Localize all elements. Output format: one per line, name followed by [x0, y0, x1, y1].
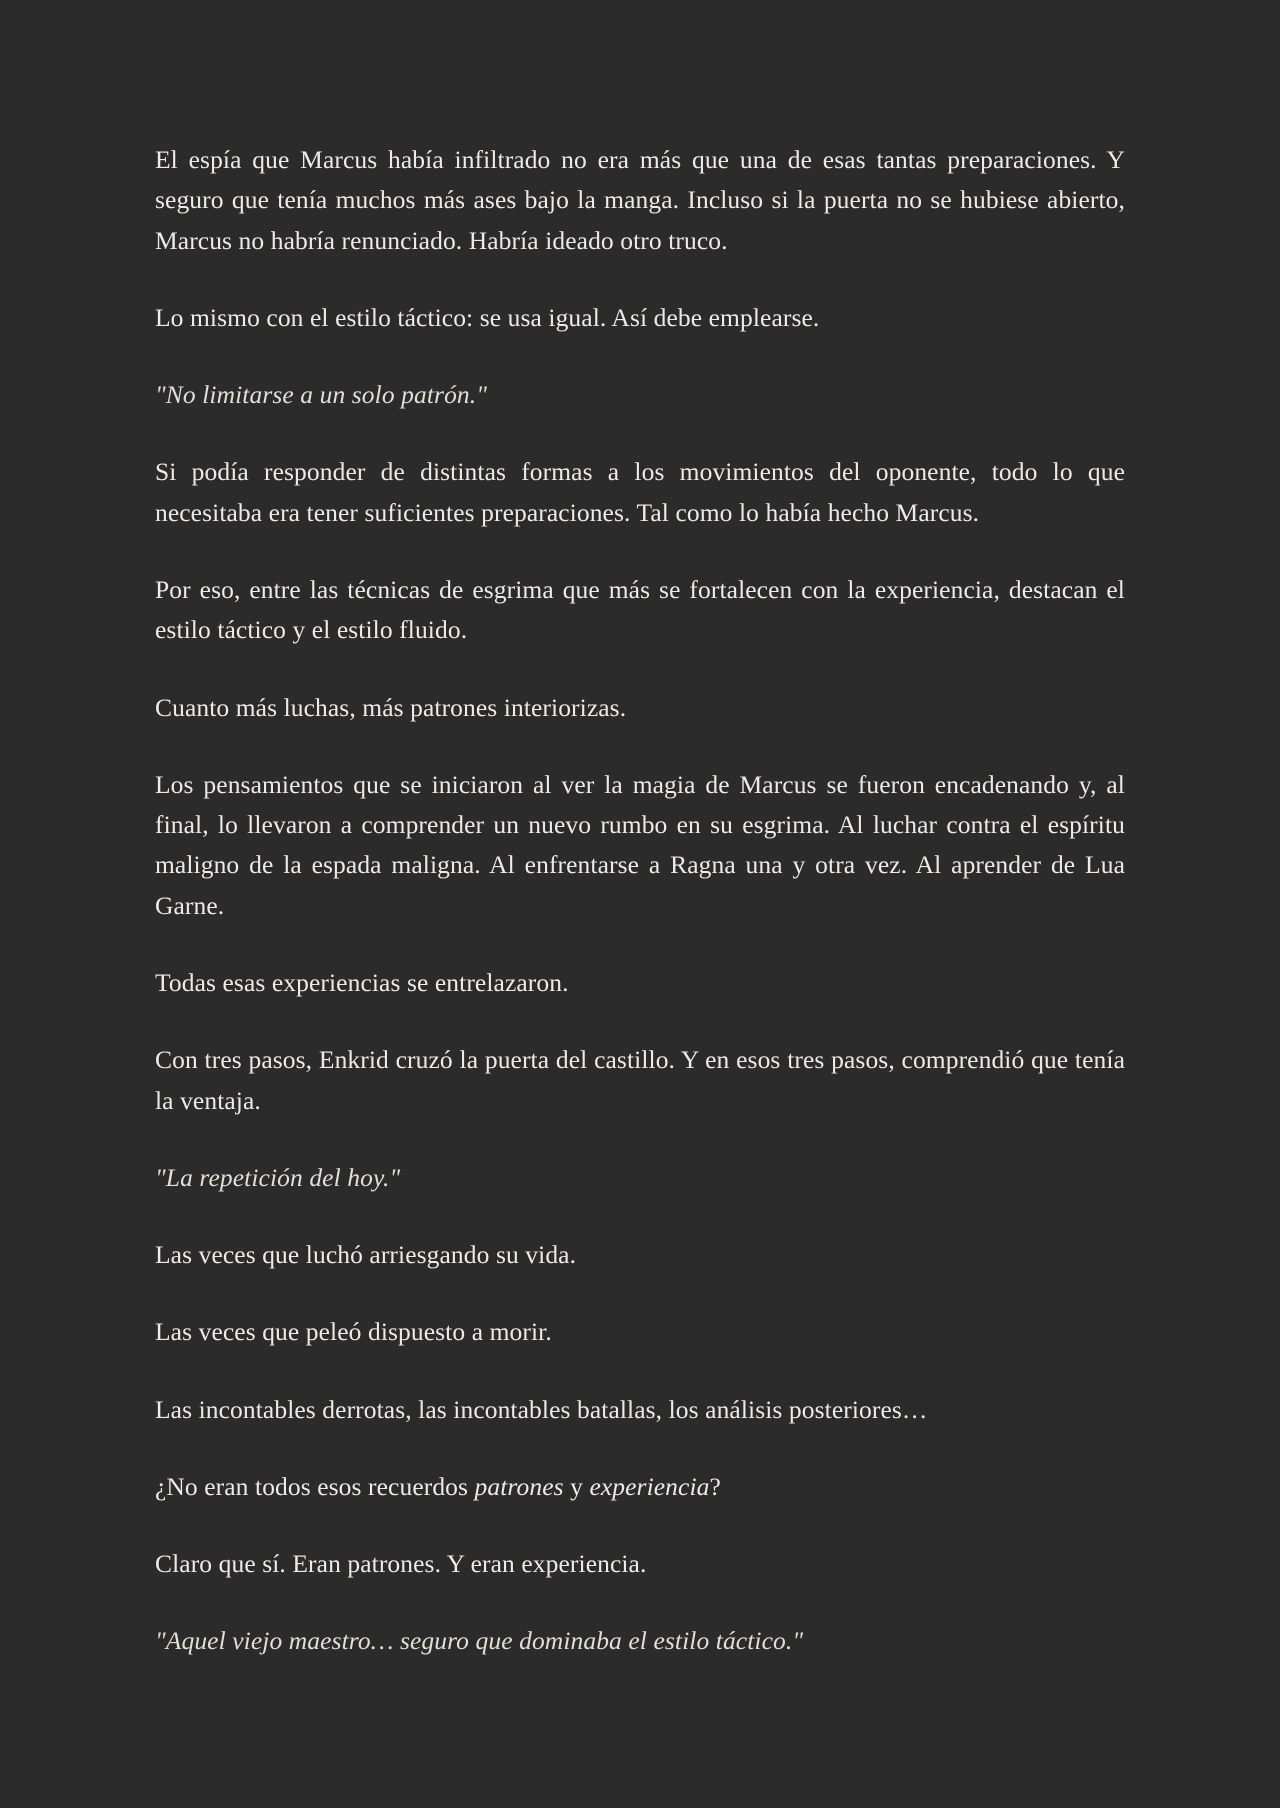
paragraph: Cuanto más luchas, más patrones interiorizas.: [155, 692, 627, 722]
text-run-italic: experiencia: [589, 1471, 710, 1501]
paragraph: Las incontables derrotas, las incontables batallas, los análisis posteriores…: [155, 1394, 928, 1424]
paragraph: Lo mismo con el estilo táctico: se usa igual. Así debe emplearse.: [155, 302, 820, 332]
paragraph: Las veces que luchó arriesgando su vida.: [155, 1240, 577, 1270]
reader-content: [155, 140, 1125, 1662]
paragraph: Los pensamientos que se iniciaron al ver la magia de Marcus se fueron encadenando y, al final, lo llevaron a comprender un nuevo rumbo en su esgrima. Al luchar contra el espíritu maligno de la espada maligna. Al enfrentarse a Ragna una y otra vez. Al aprender de Lua Garne.: [155, 769, 1125, 920]
paragraph: Todas esas experiencias se entrelazaron.: [155, 967, 569, 997]
paragraph-mixed: [155, 1467, 1125, 1507]
text-run-italic: patrones: [474, 1471, 564, 1501]
paragraph-quote: "No limitarse a un solo patrón.": [155, 380, 488, 410]
paragraph: Con tres pasos, Enkrid cruzó la puerta del castillo. Y en esos tres pasos, comprendió que tenía la ventaja.: [155, 1045, 1125, 1115]
text-run: y: [563, 1471, 590, 1501]
text-run: ¿No eran todos esos recuerdos: [155, 1471, 475, 1501]
text-run: ?: [709, 1471, 721, 1501]
paragraph: Por eso, entre las técnicas de esgrima que más se fortalecen con la experiencia, destacan el estilo táctico y el estilo fluido.: [155, 574, 1125, 645]
paragraph: Las veces que peleó dispuesto a morir.: [155, 1317, 552, 1347]
paragraph: Si podía responder de distintas formas a los movimientos del oponente, todo lo que necesitaba era tener suficientes preparaciones. Tal como lo había hecho Marcus.: [155, 457, 1125, 527]
paragraph: Claro que sí. Eran patrones. Y eran experiencia.: [155, 1549, 647, 1579]
paragraph-quote: "Aquel viejo maestro… seguro que dominaba el estilo táctico.": [155, 1626, 804, 1656]
paragraph: El espía que Marcus había infiltrado no era más que una de esas tantas preparaciones. Y seguro que tenía muchos más ases bajo la manga. Incluso si la puerta no se hubiese abierto, Marcus no habría renunciado. Habría ideado otro truco.: [155, 145, 1125, 255]
paragraph-quote: "La repetición del hoy.": [155, 1162, 401, 1192]
